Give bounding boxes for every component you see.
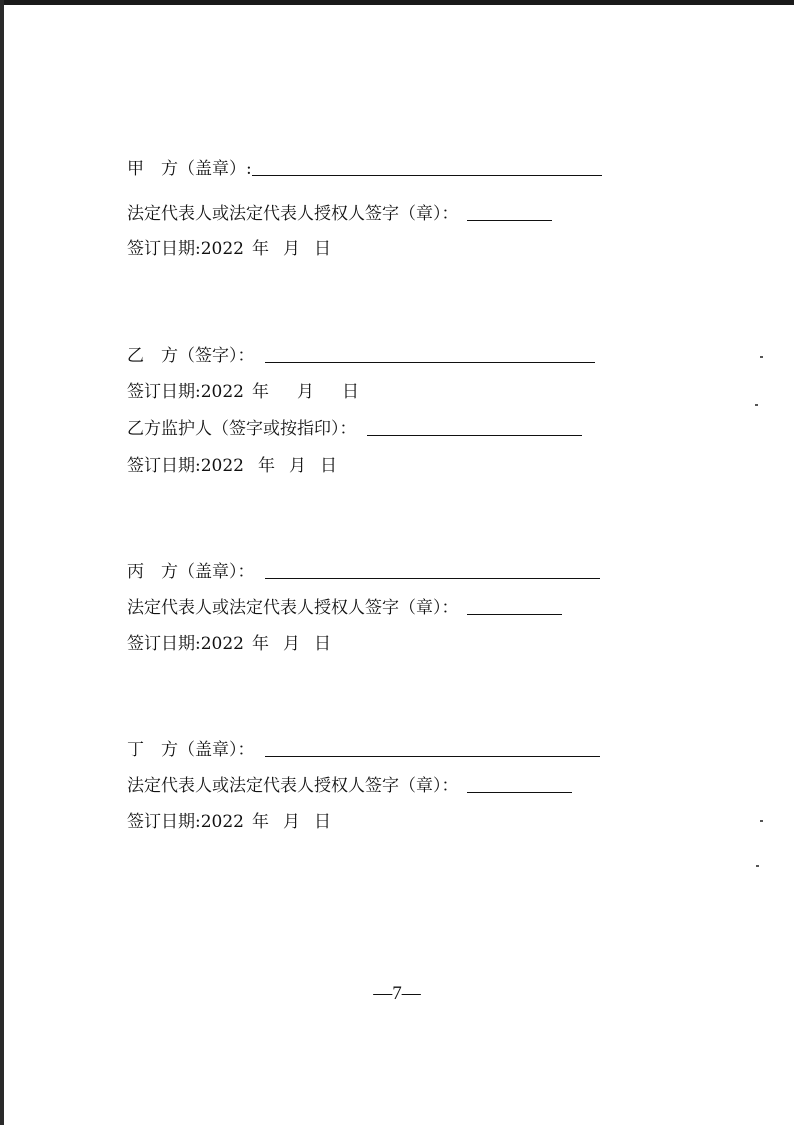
date-year-unit: 年 <box>252 634 269 654</box>
date-day-unit: 日 <box>314 812 331 832</box>
party-a-rep-label: 法定代表人或法定代表人授权人签字（章）： <box>127 204 459 224</box>
party-c-rep-line <box>127 589 562 619</box>
party-a-seal-blank[interactable] <box>252 175 602 176</box>
date-year: 2022 <box>200 382 244 402</box>
scan-speck <box>755 404 758 406</box>
party-c-rep-blank[interactable] <box>467 614 562 615</box>
party-b-date-line <box>127 373 359 403</box>
party-a-date-line <box>127 230 331 260</box>
party-c-rep-label: 法定代表人或法定代表人授权人签字（章）： <box>127 598 459 618</box>
date-day-unit: 日 <box>314 239 331 259</box>
party-c-label: 丙 方（盖章）： <box>127 562 255 582</box>
scan-left-edge <box>0 0 4 1125</box>
page-number: —7— <box>373 983 421 1004</box>
party-a-label: 甲 方（盖章）: <box>127 159 252 179</box>
date-prefix: 签订日期: <box>127 239 201 259</box>
date-month-unit: 月 <box>283 812 300 832</box>
party-d-date-line <box>127 803 331 833</box>
party-d-rep-label: 法定代表人或法定代表人授权人签字（章）： <box>127 776 459 796</box>
date-prefix: 签订日期: <box>127 812 201 832</box>
date-day-unit: 日 <box>314 634 331 654</box>
scan-top-edge <box>0 0 794 5</box>
party-d-rep-line <box>127 767 572 797</box>
party-b-guardian-date-line <box>127 447 337 477</box>
date-month-unit: 月 <box>297 382 314 402</box>
party-d-label: 丁 方（盖章）： <box>127 740 255 760</box>
date-month-unit: 月 <box>283 634 300 654</box>
date-year: 2022 <box>200 456 244 476</box>
date-year: 2022 <box>200 812 244 832</box>
party-a-seal-line <box>127 150 602 180</box>
date-prefix: 签订日期: <box>127 456 201 476</box>
date-year: 2022 <box>200 239 244 259</box>
scan-speck <box>760 820 763 822</box>
scan-speck <box>756 865 759 867</box>
party-b-sign-blank[interactable] <box>265 362 595 363</box>
date-month-unit: 月 <box>289 456 306 476</box>
date-prefix: 签订日期: <box>127 382 201 402</box>
party-d-rep-blank[interactable] <box>467 792 572 793</box>
date-month-unit: 月 <box>283 239 300 259</box>
date-year-unit: 年 <box>252 239 269 259</box>
date-year-unit: 年 <box>258 456 275 476</box>
party-c-date-line <box>127 625 331 655</box>
party-b-label: 乙 方（签字）： <box>127 346 255 366</box>
date-prefix: 签订日期: <box>127 634 201 654</box>
party-a-rep-line <box>127 195 552 225</box>
party-b-guardian-blank[interactable] <box>367 435 582 436</box>
party-a-rep-blank[interactable] <box>467 220 552 221</box>
party-b-sign-line <box>127 337 595 367</box>
date-year: 2022 <box>200 634 244 654</box>
date-year-unit: 年 <box>252 382 269 402</box>
date-year-unit: 年 <box>252 812 269 832</box>
party-c-seal-line <box>127 553 600 583</box>
party-b-guardian-line <box>127 410 582 440</box>
party-d-seal-blank[interactable] <box>265 756 600 757</box>
party-c-seal-blank[interactable] <box>265 578 600 579</box>
party-b-guardian-label: 乙方监护人（签字或按指印）： <box>127 419 357 439</box>
party-d-seal-line <box>127 731 600 761</box>
date-day-unit: 日 <box>320 456 337 476</box>
scan-speck <box>760 356 763 358</box>
date-day-unit: 日 <box>342 382 359 402</box>
